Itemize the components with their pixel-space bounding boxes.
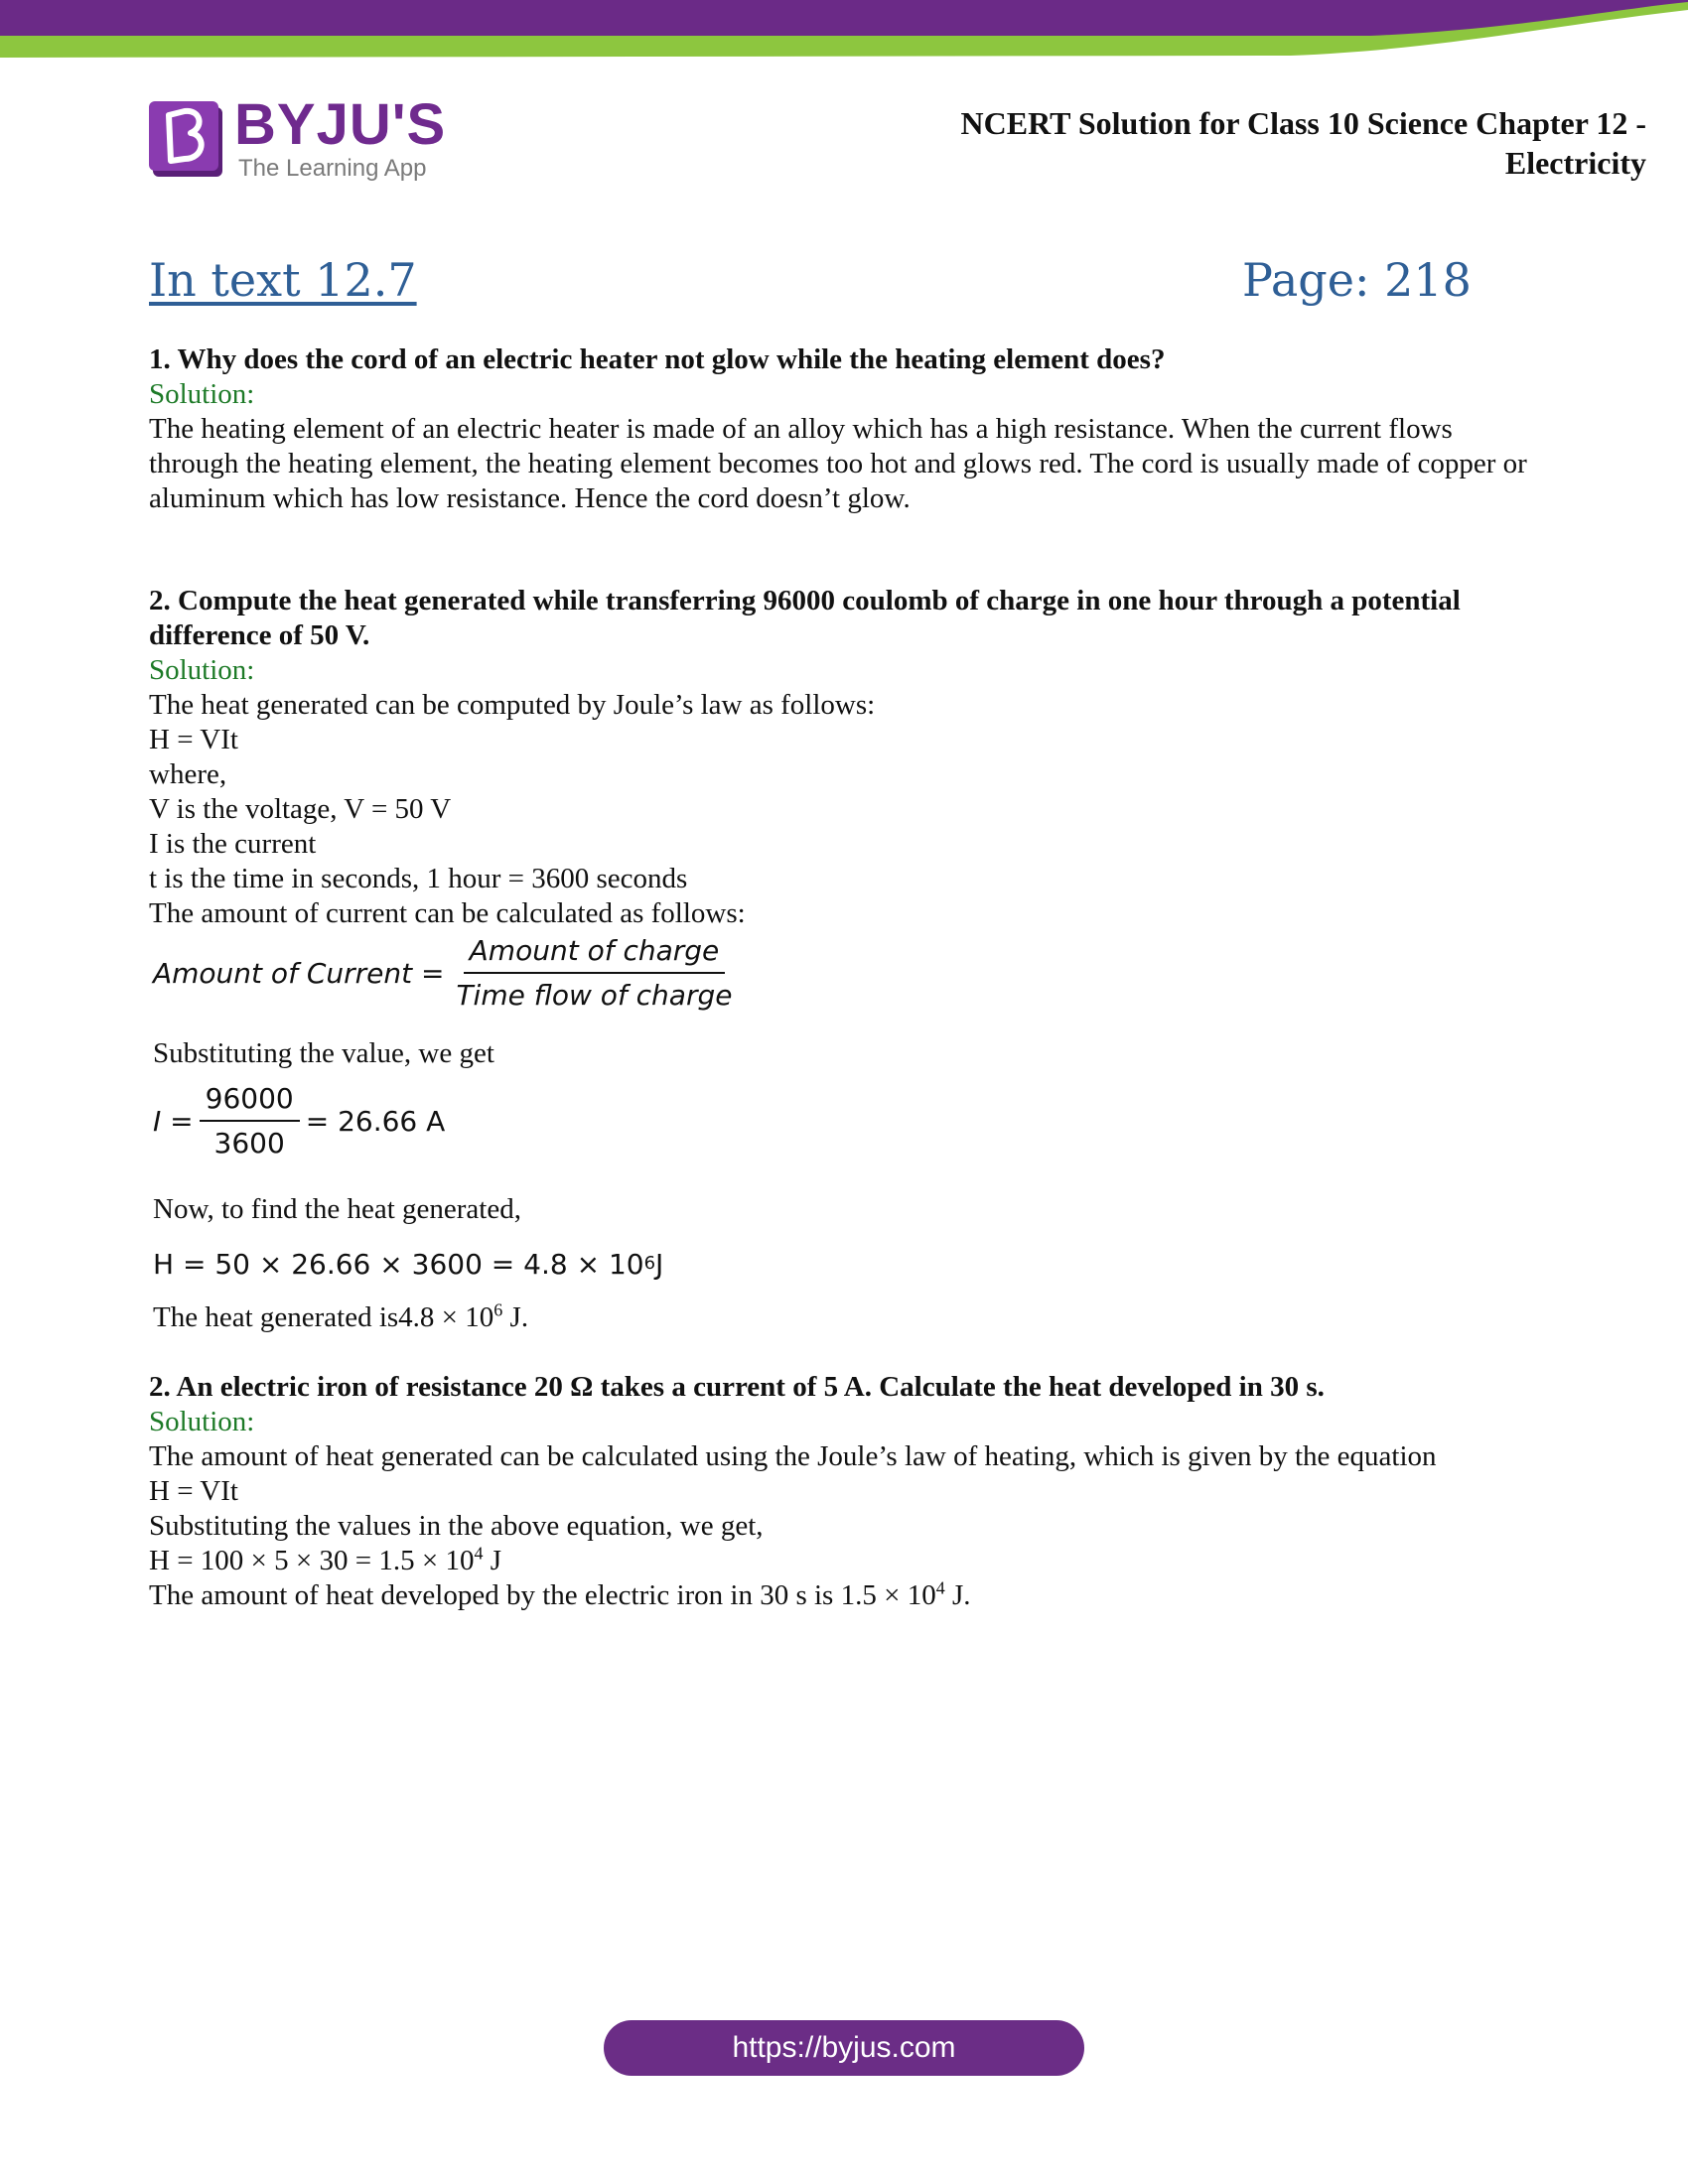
formula-fraction [450, 933, 738, 1013]
question-1: 1. Why does the cord of an electric heater not glow while the heating element does? [149, 343, 1166, 375]
heat-result-exponent: 6 [493, 1299, 503, 1320]
answer-2-line: H = VIt [149, 724, 238, 755]
page-number: Page: 218 [1242, 253, 1472, 307]
question-3: 2. An electric iron of resistance 20 Ω takes a current of 5 A. Calculate the heat developed in 30 s. [149, 1371, 1325, 1403]
current-denominator: 3600 [213, 1127, 285, 1160]
current-lhs: I = [153, 1104, 194, 1138]
footer-url-link[interactable]: https://byjus.com [604, 2020, 1084, 2076]
heat-result [149, 1300, 1539, 1335]
heat-result-text: The heat generated is4.8 × 10 [153, 1301, 494, 1333]
solution-label-1: Solution: [149, 378, 255, 410]
solution-label-2: Solution: [149, 654, 255, 686]
substituting-text: Substituting the value, we get [153, 1037, 494, 1069]
logo-tagline: The Learning App [238, 155, 427, 182]
answer-3-line: Substituting the values in the above equation, we get, [149, 1510, 764, 1542]
answer-3-conclusion-exponent: 4 [935, 1577, 945, 1598]
answer-2-line: The amount of current can be calculated as follows: [149, 897, 746, 929]
logo-mark-icon [149, 97, 226, 179]
answer-3-equation-exponent: 4 [474, 1543, 484, 1564]
byjus-logo [149, 92, 447, 182]
answer-3-line: H = VIt [149, 1475, 238, 1507]
header-title-line1: NCERT Solution for Class 10 Science Chapter 12 - [960, 105, 1646, 141]
answer-2-line: The heat generated can be computed by Joule’s law as follows: [149, 689, 876, 721]
current-numerator: 96000 [200, 1081, 300, 1122]
answer-3-conclusion-unit: J. [944, 1579, 971, 1611]
question-2: 2. Compute the heat generated while transferring 96000 coulomb of charge in one hour through a potential difference of 50 V. [149, 585, 1461, 651]
answer-3-conclusion: The amount of heat developed by the electric iron in 30 s is 1.5 × 10 [149, 1579, 936, 1611]
header-title-line2: Electricity [1504, 145, 1646, 181]
answer-1: The heating element of an electric heater is made of an alloy which has a high resistance. When the current flows through the heating element, the heating element becomes too hot and glows red. The cord is usually made of copper or aluminum which has low resistance. Hence the cord doesn’t glow. [149, 413, 1527, 514]
answer-3-equation: H = 100 × 5 × 30 = 1.5 × 10 [149, 1545, 475, 1576]
logo-brand-name: BYJU'S [234, 92, 447, 157]
formula-numerator: Amount of charge [464, 933, 726, 974]
top-decorative-band [0, 0, 1688, 60]
answer-3-line [149, 1544, 1539, 1578]
current-calculation [149, 1071, 1539, 1170]
current-fraction [200, 1081, 300, 1160]
heat-equation-unit: J [655, 1247, 664, 1281]
answer-2-line: I is the current [149, 828, 317, 860]
formula-denominator: Time flow of charge [456, 979, 733, 1012]
answer-2-line: t is the time in seconds, 1 hour = 3600 seconds [149, 863, 688, 894]
heat-equation-text: H = 50 × 26.66 × 3600 = 4.8 × 10 [153, 1247, 644, 1281]
current-rhs: = 26.66 A [305, 1104, 446, 1138]
document-content [149, 342, 1539, 1613]
heat-equation: H = 50 × 26.66 × 3600 = 4.8 × 10 6 J [153, 1247, 664, 1281]
answer-3-equation-unit: J [483, 1545, 502, 1576]
answer-3-line [149, 1578, 1539, 1613]
solution-label-3: Solution: [149, 1406, 255, 1437]
section-title: In text 12.7 [149, 253, 417, 307]
answer-3-line: The amount of heat generated can be calculated using the Joule’s law of heating, which is given by the equation [149, 1440, 1437, 1472]
heat-result-unit: J. [502, 1301, 529, 1333]
answer-2-line: V is the voltage, V = 50 V [149, 793, 452, 825]
current-formula [149, 931, 1539, 1015]
heat-intro-text: Now, to find the heat generated, [153, 1193, 521, 1225]
document-header-title [892, 103, 1646, 183]
answer-2-line: where, [149, 758, 227, 790]
formula-lhs: Amount of Current = [153, 956, 445, 990]
